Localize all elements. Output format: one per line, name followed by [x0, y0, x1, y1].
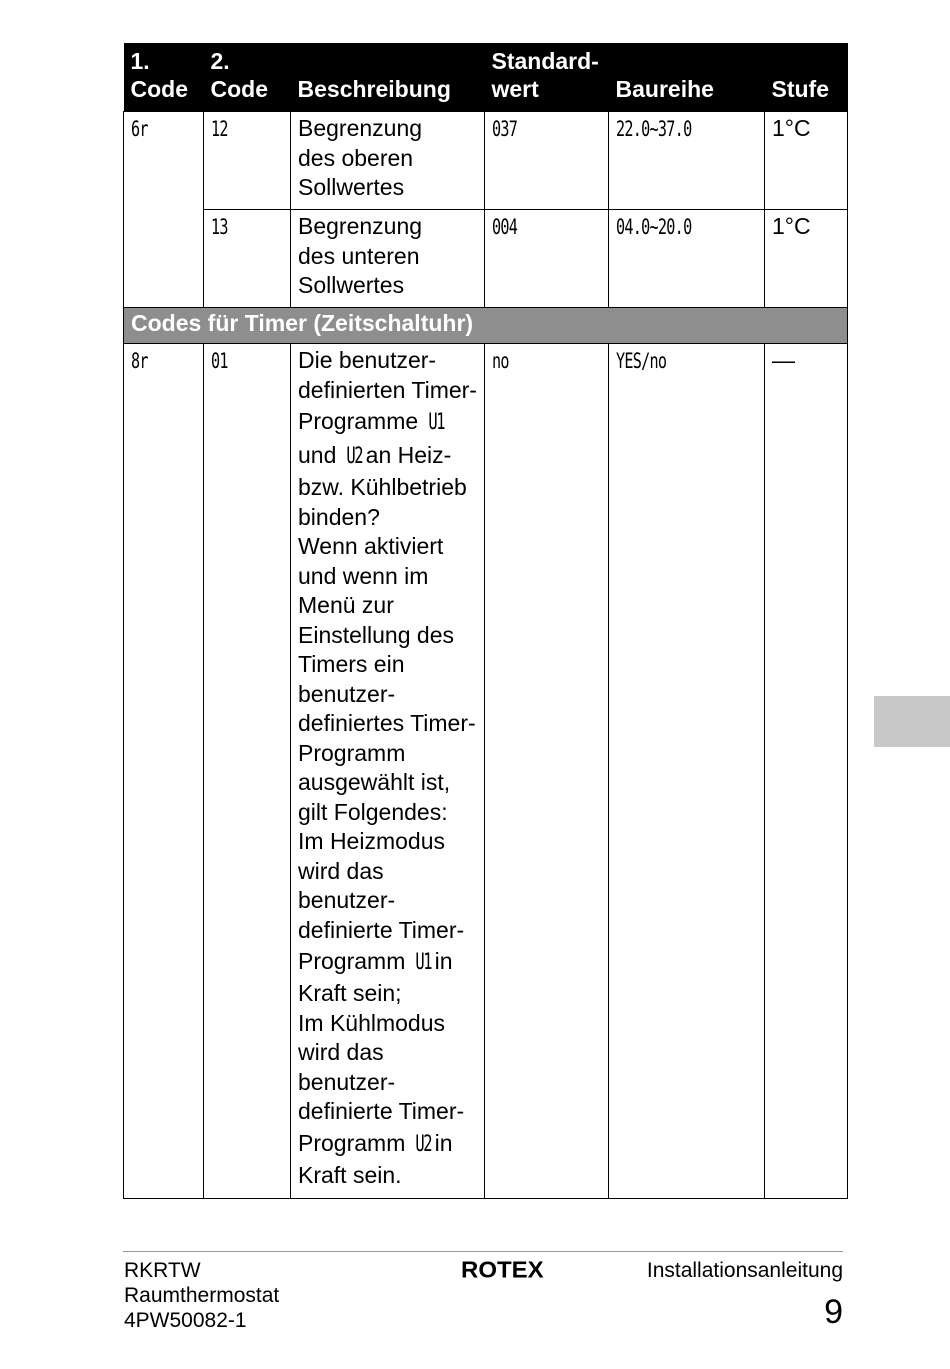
desc-line: gilt Folgendes:: [298, 798, 448, 825]
desc-line: des oberen: [298, 144, 414, 171]
desc-text: in: [434, 948, 453, 974]
footer-divider: [123, 1251, 843, 1252]
desc-line: Timers ein: [298, 651, 405, 677]
row-step: 1°C: [765, 112, 848, 210]
desc-text: Programme: [298, 408, 419, 434]
row-standard-cell: [485, 344, 609, 1199]
parameter-table: [123, 43, 848, 1199]
desc-line: Wenn aktiviert: [298, 533, 444, 559]
header-standard-line2: wert: [491, 76, 539, 102]
section-header-row: [124, 308, 848, 344]
desc-line: definierten Timer-: [298, 376, 477, 403]
header-standard-line1: Standard-: [491, 48, 599, 74]
row-code2-cell: [204, 344, 291, 1199]
row-description: [291, 344, 485, 1199]
desc-line: binden?: [298, 503, 380, 530]
desc-line: definierte Timer-: [298, 1098, 465, 1124]
header-standard: [485, 43, 609, 112]
footer-product-info: [124, 1258, 279, 1333]
desc-line: Kraft sein;: [298, 980, 402, 1006]
header-code1: [124, 43, 204, 112]
lcd-range-value: 22.0~37.0: [616, 117, 692, 141]
lcd-standard-value: 004: [492, 215, 518, 239]
row-code2-cell: [204, 112, 291, 210]
desc-line: Im Kühlmodus: [298, 1009, 446, 1036]
header-code1-number: 1.: [130, 48, 150, 74]
desc-text: in: [434, 1129, 453, 1156]
lcd-program-u1: U1: [415, 950, 431, 975]
table-row: [124, 344, 848, 1199]
header-code2: [204, 43, 291, 112]
desc-line: benutzer-: [298, 680, 396, 707]
rotex-logo: ROTEX: [461, 1257, 544, 1284]
desc-line: [298, 439, 478, 473]
lcd-range-value: 04.0~20.0: [616, 215, 692, 239]
desc-line: definiertes Timer-: [298, 710, 476, 736]
header-code1-label: Code: [130, 76, 188, 102]
row-standard-cell: [485, 112, 609, 210]
row-code1-cell: [124, 112, 204, 308]
footer-product: Raumthermostat: [124, 1284, 280, 1307]
desc-text: und: [298, 442, 337, 468]
table-header-row: [124, 43, 848, 112]
lcd-standard-value: no: [492, 349, 509, 373]
lcd-code1: 6r: [131, 117, 148, 141]
desc-line: und wenn im: [298, 562, 429, 589]
desc-line: [298, 405, 478, 439]
header-code2-number: 2.: [210, 48, 230, 74]
footer-doc-type: Installationsanleitung: [646, 1259, 843, 1282]
lcd-code2: 01: [211, 349, 228, 373]
lcd-program-u2: U2: [415, 1131, 431, 1157]
desc-line: Programm: [298, 739, 406, 766]
desc-line: Kraft sein.: [298, 1161, 402, 1188]
desc-text: an Heiz-: [365, 442, 452, 468]
row-step: 1°C: [765, 210, 848, 308]
footer-model: RKRTW: [124, 1259, 201, 1282]
lcd-range-value: YES/no: [616, 349, 667, 373]
table-row: [124, 210, 848, 308]
header-code2-label: Code: [210, 76, 268, 102]
section-title: Codes für Timer (Zeitschaltuhr): [124, 308, 848, 344]
desc-line: ausgewählt ist,: [298, 769, 451, 795]
parameter-table-container: [123, 43, 847, 1199]
row-range-cell: [609, 112, 765, 210]
desc-line: wird das: [298, 857, 384, 884]
lcd-standard-value: 037: [492, 117, 518, 141]
row-step: [765, 344, 848, 1199]
desc-line: bzw. Kühlbetrieb: [298, 474, 467, 500]
desc-line: Einstellung des: [298, 621, 454, 648]
row-description: [291, 210, 485, 308]
desc-line: Die benutzer-: [298, 347, 437, 373]
desc-text: Programm: [298, 1129, 406, 1156]
desc-line: Im Heizmodus: [298, 828, 445, 854]
desc-line: [298, 1127, 478, 1161]
step-dash: —: [772, 347, 795, 373]
row-description: [291, 112, 485, 210]
desc-line: definierte Timer-: [298, 916, 465, 943]
desc-text: Programm: [298, 948, 406, 974]
page-number: 9: [824, 1293, 843, 1331]
desc-line: Sollwertes: [298, 272, 405, 298]
header-range: Baureihe: [609, 43, 765, 112]
lcd-program-u1: U1: [427, 410, 444, 435]
desc-line: Menü zur: [298, 592, 394, 618]
desc-line: Sollwertes: [298, 174, 405, 200]
chapter-side-tab: [874, 696, 950, 747]
row-code1-cell: [124, 344, 204, 1199]
desc-line: [298, 945, 478, 979]
row-range-cell: [609, 344, 765, 1199]
desc-line: Begrenzung: [298, 115, 423, 141]
footer-doc-number: 4PW50082-1: [124, 1309, 247, 1332]
desc-line: benutzer-: [298, 1068, 396, 1095]
lcd-code1: 8r: [131, 349, 148, 373]
lcd-code2: 12: [211, 117, 228, 141]
lcd-program-u2: U2: [346, 444, 362, 469]
desc-line: Begrenzung: [298, 213, 423, 239]
row-code2-cell: [204, 210, 291, 308]
row-standard-cell: [485, 210, 609, 308]
header-description: Beschreibung: [291, 43, 485, 112]
header-step: Stufe: [765, 43, 848, 112]
desc-line: wird das: [298, 1039, 384, 1065]
lcd-code2: 13: [211, 215, 228, 239]
table-row: [124, 112, 848, 210]
desc-line: des unteren: [298, 242, 420, 269]
row-range-cell: [609, 210, 765, 308]
desc-line: benutzer-: [298, 887, 396, 913]
